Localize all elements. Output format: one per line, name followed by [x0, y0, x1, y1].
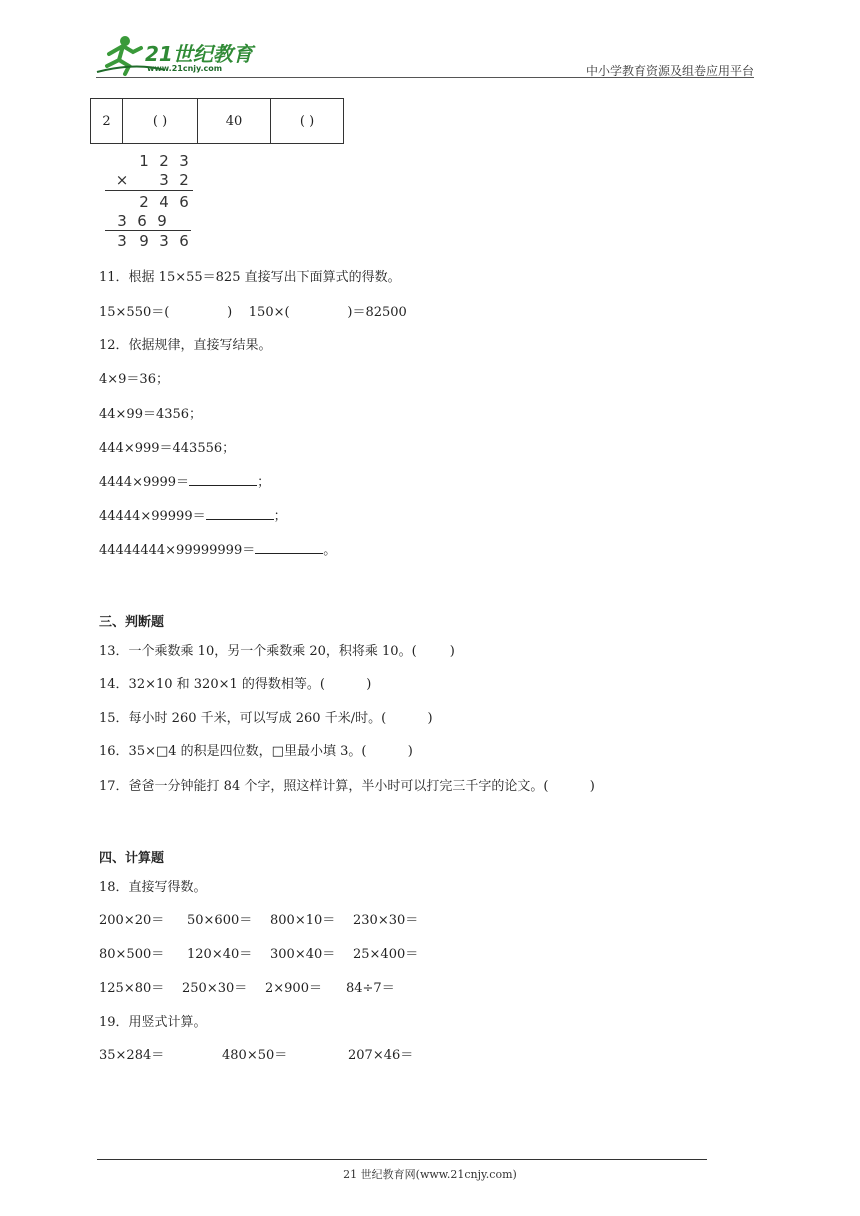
- vertical-row: [105, 212, 200, 230]
- pattern-expression: 4444×9999＝: [99, 475, 190, 490]
- calc-item: 25×400＝: [353, 947, 419, 962]
- question-18: 18．直接写得数。: [99, 880, 207, 895]
- question-13: 13．一个乘数乘 10，另一个乘数乘 20，积将乘 10。( ): [99, 644, 455, 659]
- answer-blank[interactable]: [206, 507, 274, 520]
- pattern-line: 4×9＝36；: [99, 372, 169, 387]
- digit: 4: [159, 193, 169, 211]
- answer-blank[interactable]: [255, 541, 323, 554]
- digit: 3: [159, 171, 169, 189]
- table-cell: 40: [198, 99, 271, 144]
- table-cell-blank: ( ): [271, 99, 344, 144]
- calc-item: 300×40＝: [270, 947, 336, 962]
- digit: 6: [179, 193, 189, 211]
- header-platform-text: 中小学教育资源及组卷应用平台: [585, 64, 754, 78]
- punctuation: ；: [257, 475, 271, 490]
- calc-item: 480×50＝: [222, 1048, 288, 1063]
- digit: 3: [159, 232, 169, 250]
- question-12: 12．依据规律，直接写结果。: [99, 338, 272, 353]
- pattern-expression: 44444444×99999999＝: [99, 543, 256, 558]
- calc-item: 200×20＝: [99, 913, 165, 928]
- fill-table: [90, 98, 344, 144]
- calc-rule: [105, 190, 193, 191]
- table-cell: 2: [91, 99, 123, 144]
- digit: 2: [139, 193, 149, 211]
- vertical-row: [105, 232, 200, 250]
- calc-item: 120×40＝: [187, 947, 253, 962]
- table-cell-blank: ( ): [123, 99, 198, 144]
- question-15: 15．每小时 260 千米，可以写成 260 千米/时。( ): [99, 711, 433, 726]
- digit: 3: [179, 152, 189, 170]
- calc-item: 50×600＝: [187, 913, 253, 928]
- answer-blank[interactable]: [189, 473, 257, 486]
- table-row: [91, 99, 344, 144]
- calc-item: 207×46＝: [348, 1048, 414, 1063]
- punctuation: ；: [273, 509, 287, 524]
- question-11-answers: 15×550＝( ) 150×( )＝82500: [99, 305, 407, 320]
- vertical-row: [105, 193, 200, 211]
- digit: 1: [139, 152, 149, 170]
- calc-item: 84÷7＝: [346, 981, 395, 996]
- logo-url: www.21cnjy.com: [147, 64, 223, 73]
- vertical-row: [105, 152, 200, 170]
- digit: 9: [157, 212, 167, 230]
- site-logo: [95, 32, 265, 78]
- punctuation: 。: [323, 543, 337, 558]
- question-19: 19．用竖式计算。: [99, 1015, 207, 1030]
- digit: 3: [117, 212, 127, 230]
- digit: 9: [139, 232, 149, 250]
- digit: 6: [137, 212, 147, 230]
- digit: 2: [159, 152, 169, 170]
- vertical-row: [105, 171, 200, 189]
- calc-item: 2×900＝: [265, 981, 322, 996]
- pattern-fill-line: [99, 505, 287, 524]
- vertical-multiplication: [105, 152, 205, 252]
- calc-item: 80×500＝: [99, 947, 165, 962]
- digit: 2: [179, 171, 189, 189]
- section-heading-judgement: 三、判断题: [99, 615, 165, 630]
- digit: 3: [117, 232, 127, 250]
- multiply-sign: ×: [115, 171, 129, 189]
- calc-item: 250×30＝: [182, 981, 248, 996]
- pattern-fill-line: [99, 471, 270, 490]
- question-11: 11．根据 15×55＝825 直接写出下面算式的得数。: [99, 270, 401, 285]
- question-16: 16．35×□4 的积是四位数，□里最小填 3。( ): [99, 744, 413, 759]
- calc-item: 35×284＝: [99, 1048, 165, 1063]
- calc-item: 800×10＝: [270, 913, 336, 928]
- calc-item: 230×30＝: [353, 913, 419, 928]
- logo-text: 21世纪教育: [145, 42, 253, 66]
- footer-divider: [97, 1159, 707, 1160]
- digit: 6: [179, 232, 189, 250]
- pattern-line: 444×999＝443556；: [99, 441, 236, 456]
- header-divider: [96, 77, 754, 78]
- pattern-line: 44×99＝4356；: [99, 407, 203, 422]
- pattern-expression: 44444×99999＝: [99, 509, 206, 524]
- footer-text[interactable]: 21 世纪教育网(www.21cnjy.com): [343, 1168, 517, 1181]
- calc-item: 125×80＝: [99, 981, 165, 996]
- question-14: 14．32×10 和 320×1 的得数相等。( ): [99, 677, 372, 692]
- calc-rule: [105, 230, 191, 231]
- section-heading-calculation: 四、计算题: [99, 851, 165, 866]
- question-17: 17．爸爸一分钟能打 84 个字，照这样计算，半小时可以打完三千字的论文。( ): [99, 779, 595, 794]
- pattern-fill-line: [99, 539, 336, 558]
